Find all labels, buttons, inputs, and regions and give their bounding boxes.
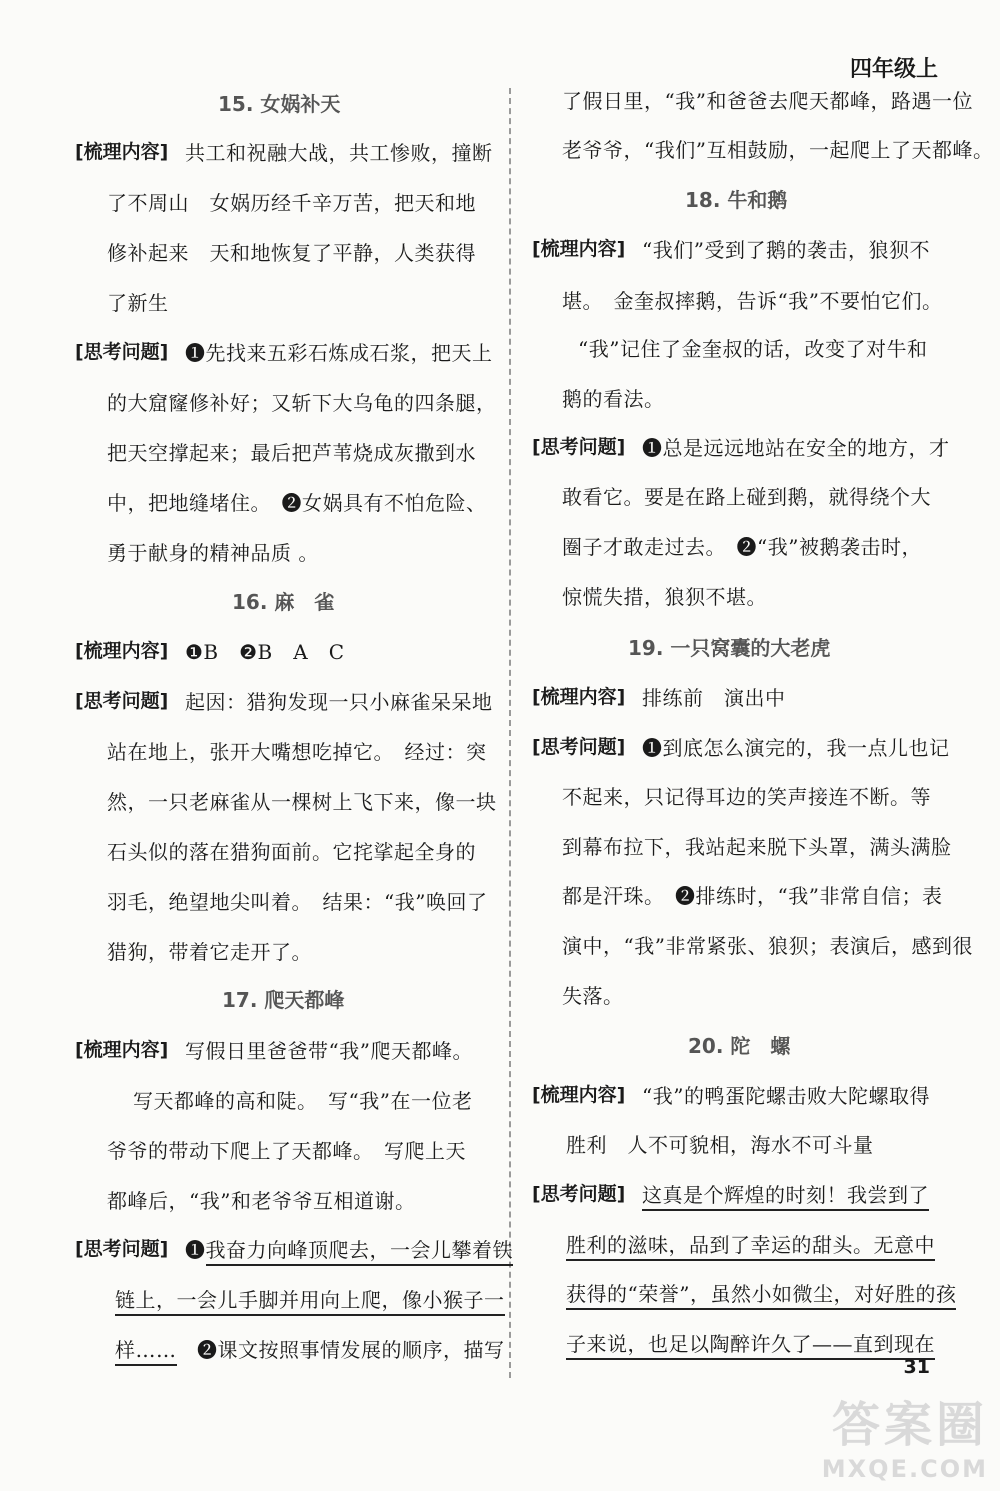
section-17-title: 17. 爬天都峰 (222, 988, 345, 1012)
section-16-question-line: 然，一只老麻雀从一棵树上飞下来，像一块 (107, 790, 497, 814)
section-16-question-line: 猎狗，带着它走开了。 (107, 940, 312, 964)
section-16-tag-content: [梳理内容] (75, 640, 169, 662)
section-16-title: 16. 麻 雀 (232, 590, 335, 614)
section-17-content-line: 写天都峰的高和陡。 写“我”在一位老 (133, 1089, 473, 1113)
section-18-question-line: 敢看它。要是在路上碰到鹅，就得绕个大 (562, 485, 931, 509)
watermark-logo-text: 答案圈 (831, 1397, 988, 1453)
section-15-content-line: 了不周山 女娲历经千辛万苦，把天和地 (107, 191, 476, 215)
section-17-continued-line: 老爷爷，“我们”互相鼓励，一起爬上了天都峰。 (562, 138, 994, 162)
section-19-title: 19. 一只窝囊的大老虎 (628, 636, 831, 660)
section-16-tag-question: [思考问题] (75, 690, 169, 712)
section-17-question-line (185, 1234, 513, 1263)
section-18-title: 18. 牛和鹅 (685, 188, 788, 212)
section-15-tag-content: [梳理内容] (75, 141, 169, 163)
section-18-content-line: “我们”受到了鹅的袭击，狼狈不 (642, 238, 930, 262)
underlined-text: 胜利的滋味，品到了幸运的甜头。无意中 (566, 1233, 935, 1261)
section-15-title: 15. 女娲补天 (218, 92, 341, 116)
section-17-content-line: 写假日里爸爸带“我”爬天都峰。 (185, 1039, 473, 1063)
section-15-question-line: ❶先找来五彩石炼成石浆，把天上 (185, 341, 493, 365)
section-20-tag-question: [思考问题] (532, 1183, 626, 1205)
section-18-tag-content: [梳理内容] (532, 238, 626, 260)
section-15-question-line: 中，把地缝堵住。 ❷女娲具有不怕危险、 (107, 491, 487, 515)
site-watermark (822, 1386, 988, 1483)
section-15-question-line: 勇于献身的精神品质 。 (107, 541, 319, 565)
underlined-text: 我奋力向峰顶爬去，一会儿攀着铁 (206, 1238, 514, 1266)
section-17-question-line (115, 1334, 505, 1363)
section-15-content-line: 共工和祝融大战，共工惨败，撞断 (185, 141, 493, 165)
section-19-question-line: 不起来，只记得耳边的笑声接连不断。等 (562, 785, 931, 809)
section-19-question-line: 失落。 (562, 984, 624, 1008)
section-20-content-line: “我”的鸭蛋陀螺击败大陀螺取得 (642, 1084, 930, 1108)
section-15-tag-question: [思考问题] (75, 341, 169, 363)
section-19-tag-question: [思考问题] (532, 736, 626, 758)
underlined-text: 获得的“荣誉”，虽然小如微尘，对好胜的孩 (566, 1282, 956, 1310)
section-20-content-line: 胜利 人不可貌相，海水不可斗量 (566, 1133, 874, 1157)
underlined-text: 子来说，也足以陶醉许久了——直到现在 (566, 1332, 935, 1360)
section-18-content-line: 堪。 金奎叔摔鹅，告诉“我”不要怕它们。 (562, 289, 943, 313)
section-17-content-line: 都峰后，“我”和老爷爷互相道谢。 (107, 1189, 416, 1213)
section-16-question-line: 石头似的落在猎狗面前。它挓挲起全身的 (107, 840, 476, 864)
underlined-text: 样…… (115, 1338, 177, 1366)
section-19-question-line: 演中，“我”非常紧张、狼狈；表演后，感到很 (562, 934, 973, 958)
watermark-url-text: MXQE.COM (821, 1455, 988, 1483)
section-19-content-line: 排练前 演出中 (642, 686, 786, 710)
section-18-question-line: 惊慌失措，狼狈不堪。 (562, 585, 767, 609)
section-19-question-line: 到幕布拉下，我站起来脱下头罩，满头满脸 (562, 835, 952, 859)
column-divider (509, 88, 511, 1378)
section-15-question-line: 的大窟窿修补好；又斩下大乌龟的四条腿， (107, 391, 497, 415)
section-17-question-line (115, 1284, 505, 1313)
section-20-question-line (566, 1328, 935, 1357)
section-20-question-line (566, 1278, 956, 1307)
section-18-tag-question: [思考问题] (532, 436, 626, 458)
underlined-text: 链上，一会儿手脚并用向上爬，像小猴子一 (115, 1288, 505, 1316)
section-20-question-line (642, 1179, 929, 1208)
section-18-question-line: 圈子才敢走过去。 ❷“我”被鹅袭击时， (562, 535, 922, 559)
section-18-content-line: 鹅的看法。 (562, 387, 665, 411)
section-17-tag-content: [梳理内容] (75, 1039, 169, 1061)
section-15-content-line: 了新生 (107, 291, 169, 315)
section-19-question-line: 都是汗珠。 ❷排练时，“我”非常自信；表 (562, 884, 943, 908)
circled-number: ❶ (185, 1238, 206, 1262)
section-15-content-line: 修补起来 天和地恢复了平静，人类获得 (107, 241, 476, 265)
section-19-question-line: ❶到底怎么演完的，我一点儿也记 (642, 736, 950, 760)
section-17-content-line: 爷爷的带动下爬上了天都峰。 写爬上天 (107, 1139, 466, 1163)
section-17-continued-line: 了假日里，“我”和爸爸去爬天都峰，路遇一位 (562, 89, 973, 113)
section-17-tag-question: [思考问题] (75, 1238, 169, 1260)
section-19-tag-content: [梳理内容] (532, 686, 626, 708)
section-20-question-line (566, 1229, 935, 1258)
section-20-tag-content: [梳理内容] (532, 1084, 626, 1106)
section-16-content-line: ❶B ❷B A C (185, 640, 345, 664)
section-15-question-line: 把天空撑起来；最后把芦苇烧成灰撒到水 (107, 441, 476, 465)
section-18-question-line: ❶总是远远地站在安全的地方，才 (642, 436, 950, 460)
section-20-title: 20. 陀 螺 (688, 1034, 791, 1058)
section-16-question-line: 站在地上，张开大嘴想吃掉它。 经过：突 (107, 740, 487, 764)
page-number: 31 (903, 1356, 930, 1378)
underlined-text: 这真是个辉煌的时刻！我尝到了 (642, 1183, 929, 1211)
grade-label: 四年级上 (849, 57, 938, 82)
section-18-content-line: “我”记住了金奎叔的话，改变了对牛和 (578, 337, 928, 361)
section-16-question-line: 羽毛，绝望地尖叫着。 结果：“我”唤回了 (107, 890, 488, 914)
section-16-question-line: 起因：猎狗发现一只小麻雀呆呆地 (185, 690, 493, 714)
plain-text: ❷课文按照事情发展的顺序，描写 (176, 1338, 505, 1362)
